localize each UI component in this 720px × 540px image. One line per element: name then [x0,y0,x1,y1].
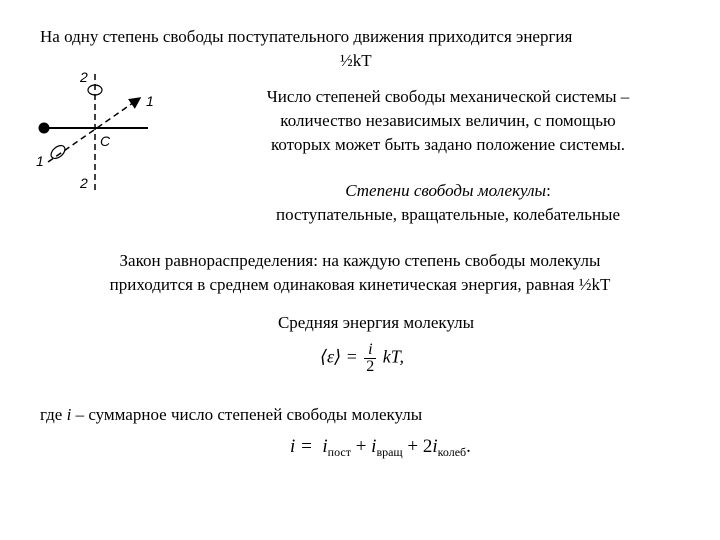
term-2i-koleb [423,436,466,457]
axis-1-right-label: 1 [146,93,154,109]
mean-energy-fraction [364,342,376,375]
definition-line-3: которых может быть задано положение системы. [270,135,626,154]
rotation-loop-axis-1 [49,143,68,161]
molecule-axes-diagram [28,62,178,197]
fraction-denominator: 2 [366,358,375,375]
law-line-2: приходится в среднем одинаковая кинетическая энергия, равная ½kT [109,275,611,294]
mean-energy-lhs: ⟨ε⟩ = [320,346,358,367]
term-i-post-sub: пост [327,445,351,459]
dof-title [218,180,678,202]
where-prefix: где [40,405,67,424]
axis-1-left-label: 1 [36,153,44,169]
axis-1-line [48,98,140,162]
where-text: – суммарное число степеней свободы молекулы [71,405,423,424]
plus-sign-1: + [355,436,367,457]
mean-energy-rhs: kT, [382,346,404,367]
sum-lhs: i = [290,436,313,457]
axis-2-top-label: 2 [80,69,88,85]
heading-line-1: На одну степень свободы поступательного движения приходится энергия [40,27,573,46]
plus-sign-2: + [407,436,419,457]
term-i-post [322,436,351,457]
sum-formula [290,436,471,460]
where-line [40,404,422,426]
dof-title-colon: : [546,181,551,200]
term-i-vrash-sub: вращ [376,445,403,459]
fraction-numerator: i [368,341,373,358]
definition-line-1: Число степеней свободы механической системы – [266,87,630,106]
axis-2-bottom-label: 2 [80,175,88,191]
heading-line-2: ½kT [340,51,372,70]
sum-end: . [466,436,471,457]
dof-title-text: Степени свободы молекулы [345,181,547,200]
law-line-1: Закон равнораспределения: на каждую степень свободы молекулы [119,251,601,270]
atom-dot [39,123,50,134]
term-i-koleb-var: i [432,436,438,457]
term-coef: 2 [422,436,433,457]
mean-energy-formula [320,342,404,375]
term-i-vrash [371,436,403,457]
definition-line-2: количество независимых величин, с помощью [280,111,616,130]
dof-list: поступательные, вращательные, колебательные [275,205,621,224]
center-label: C [100,133,111,149]
term-i-vrash-var: i [371,436,377,457]
term-i-koleb-sub: колеб [437,445,467,459]
where-var: i [66,405,72,424]
term-i-post-var: i [322,436,328,457]
mean-energy-label: Средняя энергия молекулы [277,313,475,332]
